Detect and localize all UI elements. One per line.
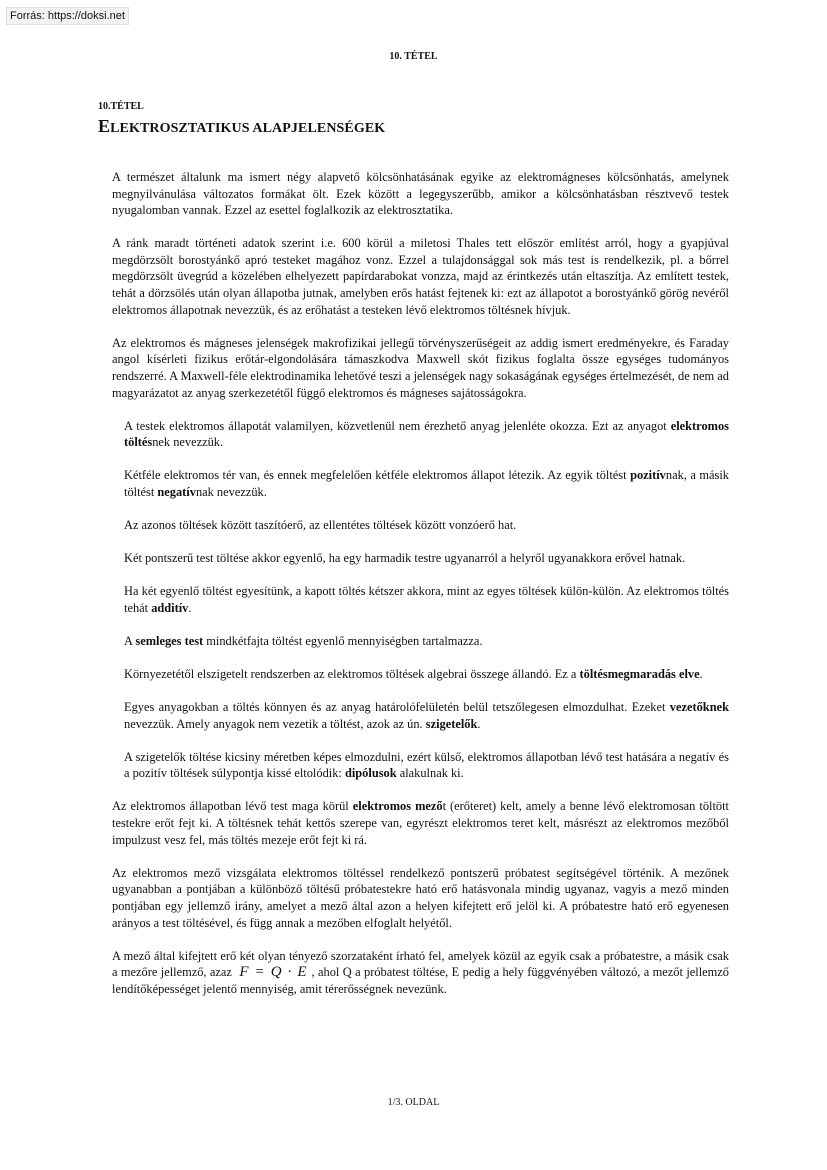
- term-electric-charge: elektromos töltés: [124, 418, 729, 450]
- page-footer: 1/3. OLDAL: [387, 1097, 440, 1108]
- paragraph-9: A semleges test mindkétfajta töltést egyenlő mennyiségben tartalmazza.: [124, 633, 483, 648]
- paragraph-14: Az elektromos mező vizsgálata elektromos töltéssel rendelkező pontszerű próbatest segítségével történik. A mezőnek ugyanabban a pontjában a különböző töltésű próbatestekre ható erő hatásvonala mindig ugyanaz, vagyis a mező minden pontjában egy jellemző irány, amelyet a mező által azon a helyen kifejtett erő jelöl ki. A próbatestre ható erő egyenesen arányos a test töltésével, és függ annak a mezőben elfoglalt helyétől.: [112, 865, 729, 930]
- term-negative: negatív: [157, 484, 196, 499]
- term-positive: pozitív: [630, 468, 666, 483]
- paragraph-10: Környezetétől elszigetelt rendszerben az elektromos töltések algebrai összege állandó. Ez a töltésmegmaradás elve.: [124, 666, 703, 681]
- paragraph-3: Az elektromos és mágneses jelenségek makrofizikai jellegű törvényszerűségeit az addig ismert eredményekre, és Faraday angol kísérleti fizikus erőtár-elgondolására támaszkodva Maxwell skót fizikus foglalta össze egységes tudományos rendszerré. A Maxwell-féle elektrodinamika lehetővé teszi a jelenségek nagy sokaságának egységes értelmezését, de nem ad magyarázatot az anyag szerkezetétől függő elektromos és mágneses sajátosságokra.: [112, 335, 729, 400]
- title-initial: E: [98, 116, 111, 136]
- running-header: 10. TÉTEL: [389, 51, 438, 62]
- page-title: [98, 116, 385, 137]
- term-electric-field: elektromos mező: [352, 799, 443, 814]
- term-charge-conservation: töltésmegmaradás elve: [579, 666, 700, 681]
- term-insulators: szigetelők: [425, 716, 478, 731]
- paragraph-7: Két pontszerű test töltése akkor egyenlő, ha egy harmadik testre ugyanarról a helyről ugyanakkora erővel hatnak.: [124, 551, 686, 566]
- paragraph-13: Az elektromos állapotban lévő test maga körül elektromos mezőt (erőteret) kelt, amely a benne lévő elektromosan töltött testekre erőt fejt ki. A töltésnek tehát kettős szerepe van, egyrészt elektromos teret kelt, másrészt az elektromos mezőből impulzust vesz fel, más töltés mezeje erőt fejt ki rá.: [112, 799, 729, 847]
- paragraph-1: A természet általunk ma ismert négy alapvető kölcsönhatásának egyike az elektromágneses kölcsönhatás, amelynek megnyilvánulása változatos formákat ölt. Ezek között a legegyszerűbb, amikor a kölcsönhatásban résztvevő testek nyugalomban vannak. Ezzel az esettel foglalkozik az elektrosztatika.: [112, 170, 729, 218]
- term-dipoles: dipólusok: [344, 766, 397, 781]
- paragraph-11: Egyes anyagokban a töltés könnyen és az anyag határolófelületén belül tetszőlegesen elmozdulhat. Ezeket vezetőknek nevezzük. Amely anyagok nem vezetik a töltést, azok az ún. szigetelők.: [124, 700, 729, 731]
- force-formula: F = Q · E: [239, 964, 308, 981]
- paragraph-4: A testek elektromos állapotát valamilyen, közvetlenül nem érezhető anyag jelenléte okozza. Ezt az anyagot elektromos töltésnek nevezzük.: [124, 418, 729, 450]
- title-rest: LEKTROSZTATIKUS ALAPJELENSÉGEK: [110, 121, 386, 136]
- term-neutral-body: semleges test: [135, 633, 204, 648]
- paragraph-8: Ha két egyenlő töltést egyesítünk, a kapott töltés kétszer akkora, mint az egyes töltések külön-külön. Az elektromos töltés tehát additív.: [124, 584, 729, 615]
- term-conductors: vezetőknek: [669, 700, 729, 715]
- paragraph-2: A ránk maradt történeti adatok szerint i.e. 600 körül a miletosi Thales tett először említést arról, hogy a gyapjúval megdörzsölt borostyánkő apró testeket magához vonz. Ezzel a tulajdonsággal sok más test is rendelkezik, pl. a bőrrel megdörzsölt üvegrúd a közelében elhelyezett papírdarabokat vonzza, majd az érintkezés után eltaszítja. Az említett testek, tehát a dörzsölés után olyan állapotba jutnak, amelyben erős hatást fejtenek ki: ezt az állapotot a borostyánkő görög nevéről elektromos állapotnak nevezzük, és az erőhatást a testeken lévő elektromos töltésnek hívjuk.: [112, 236, 729, 317]
- paragraph-12: A szigetelők töltése kicsiny méretben képes elmozdulni, ezért külső, elektromos állapotban lévő test hatására a negatív és a pozitív töltések súlypontja kissé eltolódik: dipólusok alakulnak ki.: [124, 749, 729, 781]
- paragraph-5: Kétféle elektromos tér van, és ennek megfelelően kétféle elektromos állapot létezik. Az egyik töltést pozitívnak, a másik töltést negatívnak nevezzük.: [124, 468, 729, 499]
- section-label: 10.TÉTEL: [98, 101, 144, 112]
- term-additive: additív: [151, 600, 189, 615]
- paragraph-6: Az azonos töltések között taszítóerő, az ellentétes töltések között vonzóerő hat.: [124, 518, 517, 532]
- document-body: [112, 169, 729, 1014]
- paragraph-15: A mező által kifejtett erő két olyan tényező szorzataként írható fel, amelyek közül az egyik csak a próbatestre, a másik csak a mezőre jellemző, azaz F = Q · E , ahol Q a próbatest töltése, E pedig a hely függvényében változó, a mezőt jellemző lendítőképességet jelentő mennyiség, amit térerősségnek nevezünk.: [112, 948, 729, 996]
- source-note: Forrás: https://doksi.net: [6, 7, 129, 25]
